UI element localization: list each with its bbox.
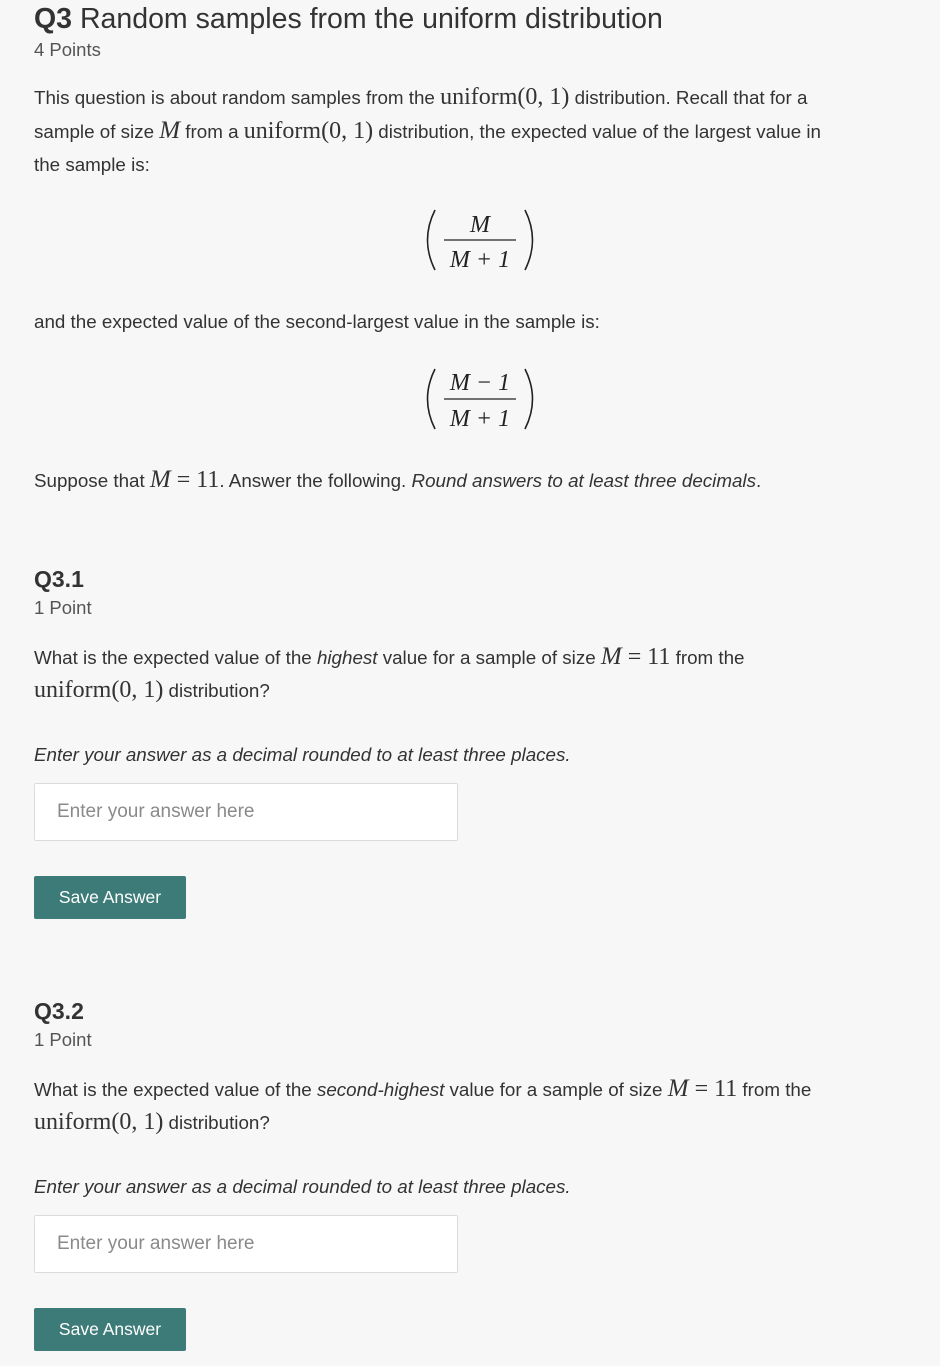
formula2-denominator: M + 1 [449, 406, 511, 432]
answer-input[interactable] [34, 783, 458, 841]
intro-text: sample of size [34, 121, 160, 142]
question-intro [34, 81, 934, 181]
subquestion-instruction: Enter your answer as a decimal rounded to at least three places. [34, 744, 571, 765]
subquestion-number: Q3.1 [34, 566, 84, 592]
formula1-denominator: M + 1 [449, 247, 511, 273]
save-answer-button[interactable]: Save Answer [34, 1308, 186, 1351]
question-title [34, 2, 663, 36]
save-answer-button[interactable]: Save Answer [34, 876, 186, 919]
intro-text: the sample is: [34, 154, 150, 175]
math-uniform: uniform(0, 1) [34, 677, 164, 703]
intro-suppose: Suppose that M = 11. Answer the following. Round answers to at least three decimals. [34, 466, 762, 493]
math-uniform: uniform(0, 1) [440, 84, 570, 110]
intro-text: distribution, the expected value of the largest value in [373, 121, 821, 142]
formula2-numerator: M − 1 [449, 370, 511, 396]
intro-second-largest: and the expected value of the second-largest value in the sample is: [34, 311, 600, 332]
intro-text: distribution. Recall that for a [569, 87, 808, 108]
subquestion-points: 1 Point [34, 597, 92, 618]
subquestion-instruction: Enter your answer as a decimal rounded to at least three places. [34, 1176, 571, 1197]
subquestion-points: 1 Point [34, 1029, 92, 1050]
formula-expected-largest [420, 204, 540, 274]
subquestion-number: Q3.2 [34, 998, 84, 1024]
math-uniform: uniform(0, 1) [34, 1109, 164, 1135]
answer-input[interactable] [34, 1215, 458, 1273]
question-points: 4 Points [34, 39, 101, 60]
math-uniform: uniform(0, 1) [243, 118, 374, 144]
intro-text: This question is about random samples from the [34, 87, 441, 108]
math-var-m: M [149, 466, 171, 493]
formula1-numerator: M [470, 212, 490, 238]
formula-expected-second-largest [420, 363, 540, 433]
question-title-text: Random samples from the uniform distribution [79, 3, 663, 35]
question-number: Q3 [34, 3, 73, 35]
subquestion-prompt: What is the expected value of the second-highest value for a sample of size M = 11 from the uniform(0, 1) distribution? [34, 1075, 812, 1135]
math-var-m: M [159, 117, 181, 144]
math-var-m: M [600, 643, 622, 670]
subquestion-prompt: What is the expected value of the highest value for a sample of size M = 11 from the uniform(0, 1) distribution? [34, 643, 745, 703]
math-var-m: M [667, 1075, 689, 1102]
intro-text: from a [180, 121, 244, 142]
